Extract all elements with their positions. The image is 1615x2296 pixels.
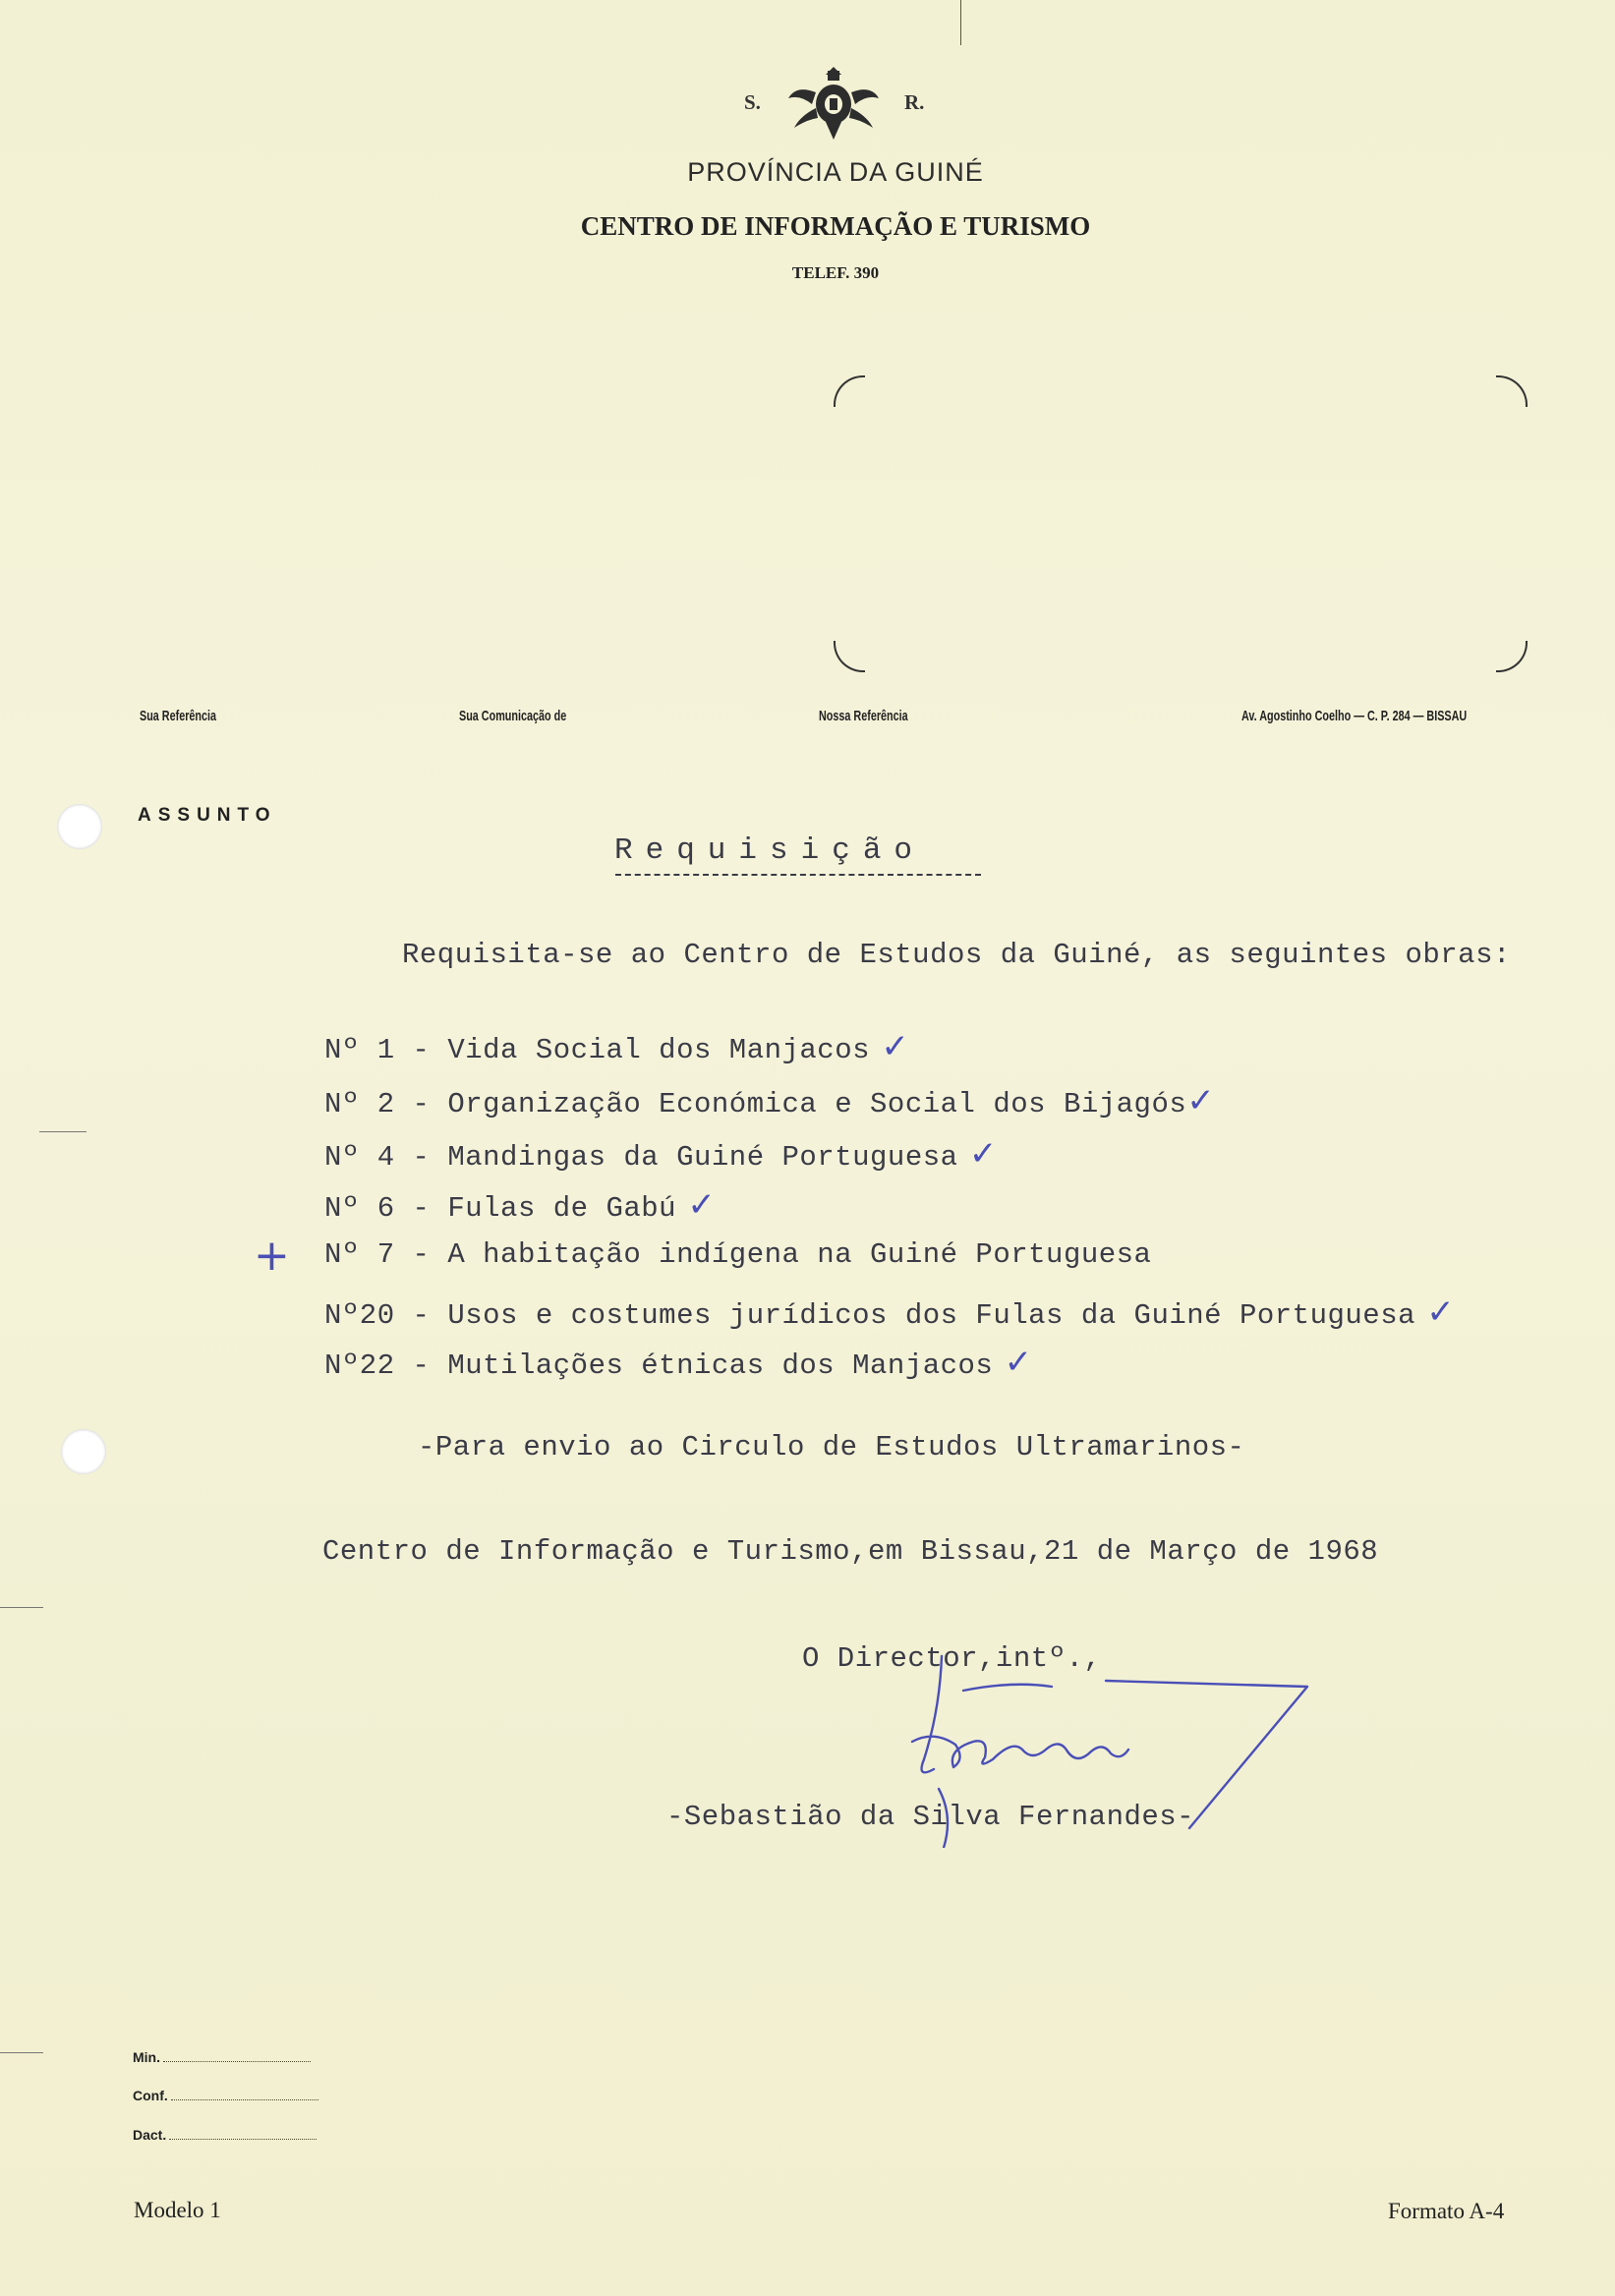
item-number: Nº 7 [324,1238,395,1271]
nossa-referencia-label: Nossa Referência [819,708,908,724]
item-number: Nº 6 [324,1192,395,1225]
list-item: Nº 7 - A habitação indígena na Guiné Portuguesa [324,1238,1152,1271]
cross-mark-icon: + [254,1231,290,1281]
checkmark-icon: ✓ [1415,1292,1456,1332]
telephone-number: TELEF. 390 [791,263,880,282]
document-title: Requisição [614,833,926,868]
r-letter: R. [904,90,925,114]
closing-line: O Director,intº., [802,1642,1102,1675]
checkmark-icon: ✓ [993,1343,1033,1382]
item-number: Nº20 [324,1299,395,1332]
list-item: Nº 6 - Fulas de Gabú ✓ [324,1185,717,1225]
list-item: Nº 4 - Mandingas da Guiné Portuguesa ✓ [324,1134,998,1174]
conf-field [133,2088,318,2103]
list-item: Nº 1 - Vida Social dos Manjacos ✓ [324,1027,910,1066]
format-label: Formato A-4 [1388,2199,1505,2223]
dact-field [133,2127,317,2143]
list-item: Nº22 - Mutilações étnicas dos Manjacos ✓ [324,1343,1033,1382]
window-corner-top-right [1496,375,1528,407]
item-number: Nº 1 [324,1034,395,1066]
item-title: Organização Económica e Social dos Bijagós [447,1088,1187,1120]
intro-line: Requisita-se ao Centro de Estudos da Guiné, as seguintes obras: [402,939,1511,971]
window-corner-bottom-right [1496,641,1528,672]
item-title: Vida Social dos Manjacos [447,1034,871,1066]
item-title: A habitação indígena na Guiné Portuguesa [447,1238,1152,1271]
checkmark-icon: ✓ [957,1134,998,1174]
item-title: Fulas de Gabú [447,1192,677,1225]
punch-hole [57,804,102,849]
item-number: Nº 2 [324,1088,395,1120]
coat-of-arms-icon [786,65,881,142]
checkmark-icon: ✓ [1186,1081,1216,1120]
item-title: Usos e costumes jurídicos dos Fulas da Guiné Portuguesa [447,1299,1415,1332]
sua-referencia-label: Sua Referência [140,708,217,724]
list-item: Nº20 - Usos e costumes jurídicos dos Fulas da Guiné Portuguesa ✓ [324,1292,1456,1332]
punch-hole [61,1429,106,1474]
item-title: Mutilações étnicas dos Manjacos [447,1349,994,1382]
checkmark-icon: ✓ [676,1185,717,1225]
title-underline [615,874,981,876]
top-edge-mark [960,0,961,45]
edge-fold-mark [0,1607,43,1608]
model-label: Modelo 1 [134,2198,221,2222]
dact-label: Dact. [133,2127,167,2143]
list-item: Nº 2 - Organização Económica e Social dos Bijagós✓ [324,1081,1216,1120]
s-letter: S. [744,90,761,114]
min-field [133,2049,311,2065]
checkmark-icon: ✓ [870,1027,910,1066]
assunto-label: ASSUNTO [138,805,277,826]
item-title: Mandingas da Guiné Portuguesa [447,1141,958,1174]
place-date-line: Centro de Informação e Turismo,em Bissau,21 de Março de 1968 [322,1535,1379,1568]
window-corner-top-left [834,375,865,407]
edge-fold-mark [39,1131,87,1132]
conf-label: Conf. [133,2088,168,2103]
signatory-name: -Sebastião da Silva Fernandes- [666,1801,1195,1833]
organization-heading: CENTRO DE INFORMAÇÃO E TURISMO [580,211,1091,241]
purpose-line: -Para envio ao Circulo de Estudos Ultramarinos- [418,1431,1245,1464]
min-label: Min. [133,2049,160,2065]
window-corner-bottom-left [834,641,865,672]
item-number: Nº22 [324,1349,395,1382]
sua-comunicacao-label: Sua Comunicação de [459,708,567,724]
edge-fold-mark [0,2052,43,2053]
item-number: Nº 4 [324,1141,395,1174]
province-heading: PROVÍNCIA DA GUINÉ [687,157,984,187]
address-line: Av. Agostinho Coelho — C. P. 284 — BISSAU [1241,708,1468,724]
